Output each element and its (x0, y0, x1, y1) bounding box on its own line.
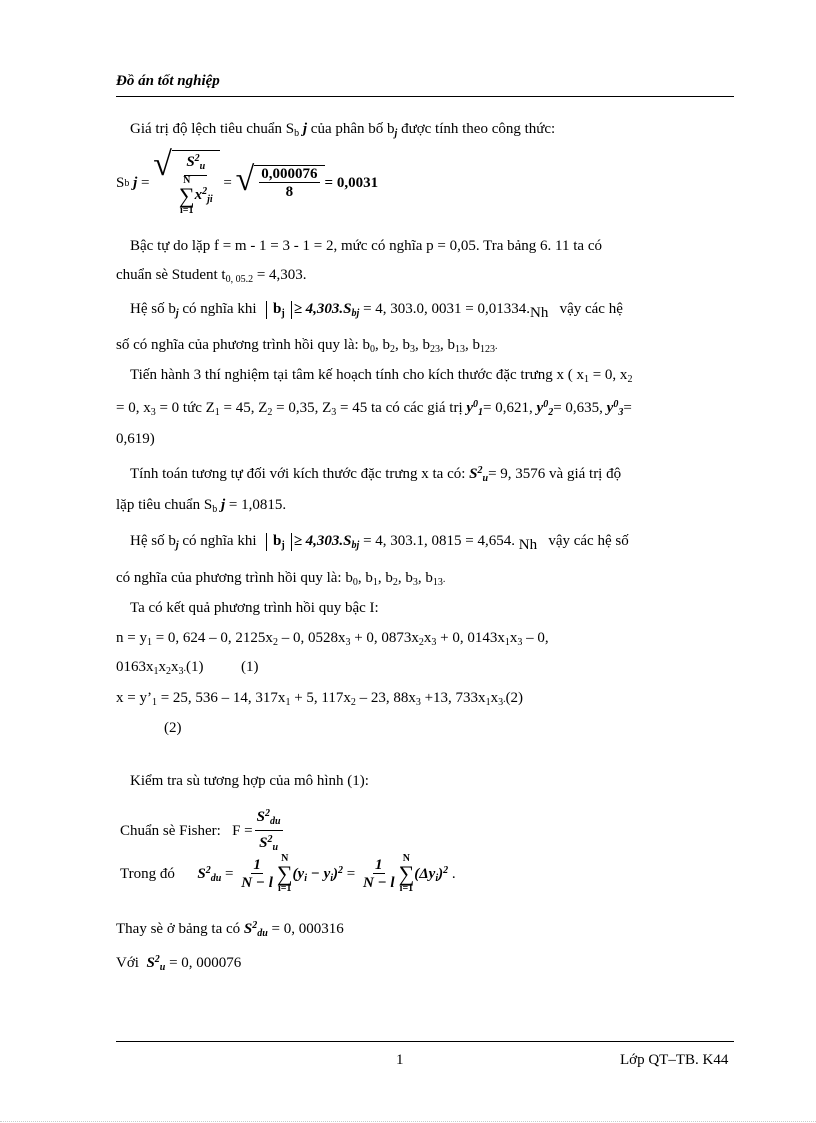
paragraph-std-repeat: lặp tiêu chuẩn $S_b$ j = 1,0815. (116, 497, 287, 515)
paragraph-substitute: Thay sè ở bảng ta có $S^2_{du} = 0$, 000316 (116, 920, 344, 939)
page-header-title: Đồ án tốt nghiệp (116, 73, 220, 89)
paragraph-std-dev: Giá trị độ lệch tiêu chuẩn $S_b$ j của phân bố $b_j$ được tính theo công thức: (130, 121, 556, 139)
paragraph-calc-x: Tính toán tương tự đối với kích thước đặc trưng x ta có: $S^2_u= 9$, 3576 và giá trị độ (130, 465, 622, 484)
paragraph-where: Trong đó $S^2_{du}$ = $\frac{1}{N - l}$ N ∑ i=1 $(y_i - y_i)^2$ = $\frac{1}{N - l}$ N ∑ i=1 $(\Delta y_i)^2$ . (120, 853, 456, 894)
paragraph-with: Với $S^2_u = 0$, 000076 (116, 954, 242, 973)
header-rule (116, 96, 734, 97)
paragraph-experiments-c: 0,619) (116, 431, 155, 447)
paragraph-coef-list-2: có nghĩa của phương trình hồi quy là: $b_0$, $b_1$, $b_2$, $b_3$, $b_{13}$. (116, 570, 446, 588)
paragraph-fisher: Chuẩn sè Fisher: F = $\frac{S^2_{du}}{S^2_u}$ (120, 808, 281, 853)
paragraph-experiments-a: Tiến hành 3 thí nghiệm tại tâm kế hoạch tính cho kích thước đặc trưng x ( $x_1 = 0$, $x_2$ (130, 367, 633, 385)
paragraph-dof: Bậc tự do lặp f = m - 1 = 3 - 1 = 2, mức có nghĩa p = 0,05. Tra bảng 6. 11 ta có (130, 238, 602, 254)
paragraph-coef-sig: Hệ số $b_j$ có nghĩa khi $b_j \ge 4,303.S_{bj} = 4$, 303.0, 0031 = 0,01334.Nh vậy các hệ (130, 301, 623, 321)
equation-2b: (2) (164, 720, 182, 736)
paragraph-coef-sig-2: Hệ số $b_j$ có nghĩa khi $b_j \ge 4,303.S_{bj} = 4$, 303.1, 0815 = 4,654. Nh vậy các hệ số (130, 533, 629, 553)
paragraph-experiments-b: = 0, $x_3 = 0$ tức $Z_1 = 45$, $Z_2 = 0,35$, $Z_3 = 45$ ta có các giá trị $y^0_1= 0,621$, $y^0_2= 0,635$, $y^0_3=$ (116, 399, 632, 418)
page-bottom-border (0, 1121, 816, 1122)
equation-2a: $x = y’_1 = 25$, 536 – 14, $317x_1 + 5$, $117x_2 - 23$, $88x_3 +13$, $733x_1x_3.(2)$ (116, 690, 524, 708)
paragraph-student: chuẩn sè Student $t_{0, 05.2} = 4,303$. (116, 267, 307, 285)
footer-class: Lớp QT–TB. K44 (620, 1052, 729, 1068)
formula-sbj: S b j = √ $S^2_u$ N ∑ i=1 $x^2_{ji}$ = √ $\frac{0,000076}{8}$ = 0,0031 (116, 146, 379, 216)
paragraph-result: Ta có kết quả phương trình hồi quy bậc I: (130, 600, 379, 616)
footer-rule (116, 1041, 734, 1042)
paragraph-check: Kiểm tra sù tương hợp của mô hình (1): (130, 773, 369, 789)
page-number: 1 (396, 1052, 404, 1068)
equation-1b: $0163x_1x_2x_3.(1)$ (1) (116, 659, 259, 677)
paragraph-coef-list: số có nghĩa của phương trình hồi quy là: $b_0$, $b_2$, $b_3$, $b_{23}$, $b_{13}$, $b_{123}$. (116, 337, 498, 355)
equation-1a: $n = y_1 = 0$, 624 – 0, $2125x_2 - 0$, $0528x_3 + 0$, $0873x_2x_3 + 0$, $0143x_1x_3 - 0$, (116, 630, 549, 648)
